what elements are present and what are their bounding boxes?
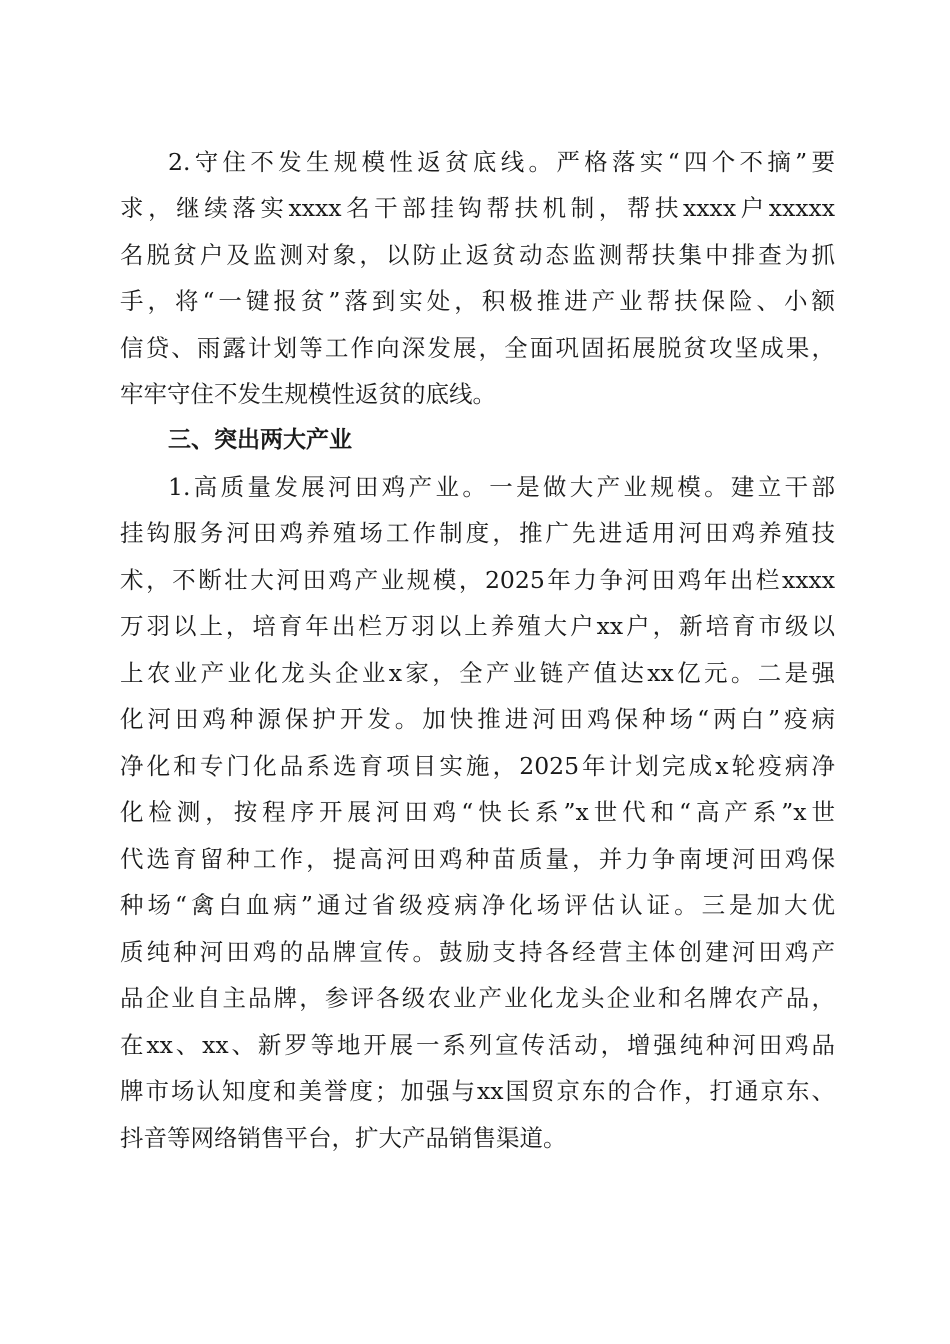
paragraph-line: 质纯种河田鸡的品牌宣传。鼓励支持各经营主体创建河田鸡产 xyxy=(120,938,835,966)
paragraph-line: 上农业产业化龙头企业x家，全产业链产值达xx亿元。二是强 xyxy=(120,659,835,687)
document-page xyxy=(120,0,835,1344)
paragraph-line: 种场“禽白血病”通过省级疫病净化场评估认证。三是加大优 xyxy=(120,891,835,919)
paragraph-line: 挂钩服务河田鸡养殖场工作制度，推广先进适用河田鸡养殖技 xyxy=(120,519,835,547)
paragraph-line: 品企业自主品牌，参评各级农业产业化龙头企业和名牌农产品， xyxy=(120,984,835,1012)
paragraph-line: 术，不断壮大河田鸡产业规模，2025年力争河田鸡年出栏xxxx xyxy=(120,566,835,594)
paragraph-line: 1.高质量发展河田鸡产业。一是做大产业规模。建立干部 xyxy=(168,473,835,501)
paragraph-line: 手，将“一键报贫”落到实处，积极推进产业帮扶保险、小额 xyxy=(120,287,835,315)
paragraph-line: 化检测，按程序开展河田鸡“快长系”x世代和“高产系”x世 xyxy=(120,798,835,826)
paragraph-line: 牢牢守住不发生规模性返贫的底线。 xyxy=(120,380,496,408)
paragraph-line: 净化和专门化品系选育项目实施，2025年计划完成x轮疫病净 xyxy=(120,752,835,780)
paragraph-line: 信贷、雨露计划等工作向深发展，全面巩固拓展脱贫攻坚成果， xyxy=(120,334,835,362)
paragraph-line: 名脱贫户及监测对象，以防止返贫动态监测帮扶集中排查为抓 xyxy=(120,241,835,269)
paragraph-line: 牌市场认知度和美誉度；加强与xx国贸京东的合作，打通京东、 xyxy=(120,1077,835,1105)
paragraph-line: 在xx、xx、新罗等地开展一系列宣传活动，增强纯种河田鸡品 xyxy=(120,1031,835,1059)
paragraph-line: 化河田鸡种源保护开发。加快推进河田鸡保种场“两白”疫病 xyxy=(120,705,835,733)
paragraph-line: 2.守住不发生规模性返贫底线。严格落实“四个不摘”要 xyxy=(168,148,835,176)
paragraph-line: 求，继续落实xxxx名干部挂钩帮扶机制，帮扶xxxx户xxxxx xyxy=(120,194,835,222)
section-heading: 三、突出两大产业 xyxy=(168,427,352,453)
paragraph-line: 万羽以上，培育年出栏万羽以上养殖大户xx户，新培育市级以 xyxy=(120,612,835,640)
paragraph-line: 代选育留种工作，提高河田鸡种苗质量，并力争南埂河田鸡保 xyxy=(120,845,835,873)
paragraph-line: 抖音等网络销售平台，扩大产品销售渠道。 xyxy=(120,1124,567,1152)
